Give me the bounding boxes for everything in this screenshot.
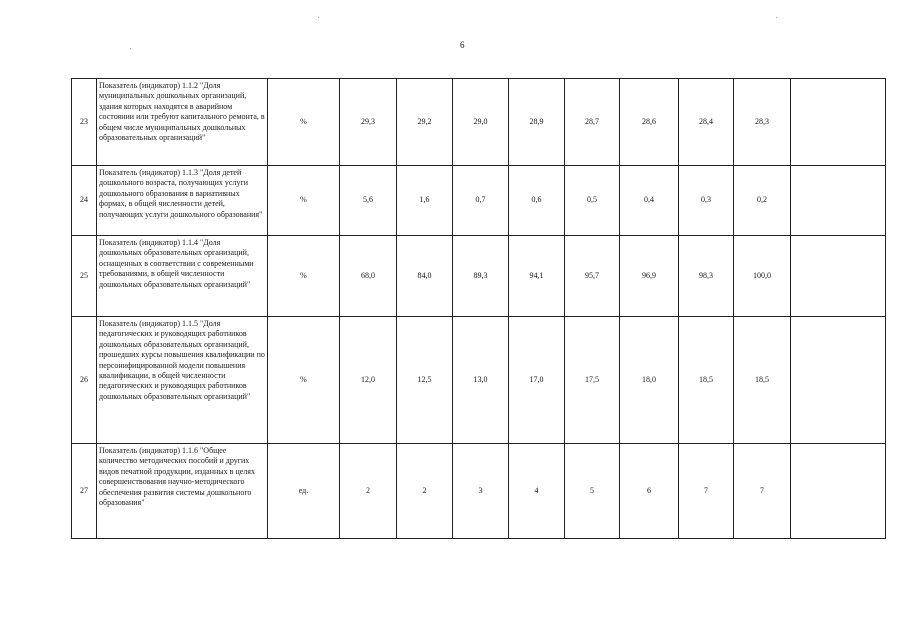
value-cell: 7 <box>679 444 734 539</box>
table-row <box>72 317 886 444</box>
indicator-label: Показатель (индикатор) 1.1.6 "Общее количество методических пособий и других видов печатной продукции, изданных в целях совершенствования научно-методического обеспечения развития системы дошкольного образования" <box>97 444 268 539</box>
value-cell: 29,3 <box>340 79 397 166</box>
value-cell: 12,0 <box>340 317 397 444</box>
value-cell: 7 <box>734 444 791 539</box>
indicator-label: Показатель (индикатор) 1.1.5 "Доля педагогических и руководящих работников дошкольных образовательных организаций, прошедших курсы повышения квалификации по персонифицированной модели повышения квалификации, в общей численности педагогических и руководящих работников дошкольных образовательных организаций" <box>97 317 268 444</box>
value-cell: 13,0 <box>453 317 509 444</box>
value-cell: 28,9 <box>509 79 565 166</box>
note-cell <box>791 236 886 317</box>
scan-speck <box>130 48 131 49</box>
value-cell: 5,6 <box>340 166 397 236</box>
indicator-label: Показатель (индикатор) 1.1.2 "Доля муниципальных дошкольных организаций, здания которых находятся в аварийном состоянии или требуют капитального ремонта, в общем числе муниципальных дошкольных образовательных организаций" <box>97 79 268 166</box>
value-cell: 94,1 <box>509 236 565 317</box>
indicator-label: Показатель (индикатор) 1.1.3 "Доля детей дошкольного возраста, получающих услуги дошкольного образования в вариативных формах, в общей численности детей, получающих услуги дошкольного образования" <box>97 166 268 236</box>
note-cell <box>791 317 886 444</box>
table-row <box>72 79 886 166</box>
value-cell: 28,7 <box>565 79 620 166</box>
value-cell: 0,4 <box>620 166 679 236</box>
value-cell: 100,0 <box>734 236 791 317</box>
value-cell: 29,2 <box>397 79 453 166</box>
value-cell: 18,5 <box>734 317 791 444</box>
value-cell: 2 <box>397 444 453 539</box>
value-cell: 2 <box>340 444 397 539</box>
row-number: 23 <box>72 79 97 166</box>
value-cell: 29,0 <box>453 79 509 166</box>
value-cell: 0,5 <box>565 166 620 236</box>
value-cell: 98,3 <box>679 236 734 317</box>
value-cell: 0,3 <box>679 166 734 236</box>
value-cell: 6 <box>620 444 679 539</box>
unit-cell: % <box>268 79 340 166</box>
value-cell: 28,6 <box>620 79 679 166</box>
row-number: 24 <box>72 166 97 236</box>
value-cell: 17,5 <box>565 317 620 444</box>
unit-cell: % <box>268 236 340 317</box>
value-cell: 95,7 <box>565 236 620 317</box>
row-number: 25 <box>72 236 97 317</box>
table-row <box>72 236 886 317</box>
page-number: 6 <box>460 40 465 50</box>
value-cell: 0,2 <box>734 166 791 236</box>
indicator-label: Показатель (индикатор) 1.1.4 "Доля дошкольных образовательных организаций, оснащенных в соответствии с современными требованиями, в общей численности дошкольных образовательных организаций" <box>97 236 268 317</box>
row-number: 27 <box>72 444 97 539</box>
value-cell: 12,5 <box>397 317 453 444</box>
note-cell <box>791 444 886 539</box>
value-cell: 84,0 <box>397 236 453 317</box>
unit-cell: % <box>268 166 340 236</box>
value-cell: 18,5 <box>679 317 734 444</box>
value-cell: 89,3 <box>453 236 509 317</box>
note-cell <box>791 166 886 236</box>
unit-cell: ед. <box>268 444 340 539</box>
value-cell: 0,7 <box>453 166 509 236</box>
indicators-table <box>71 78 886 539</box>
value-cell: 28,4 <box>679 79 734 166</box>
scan-speck <box>776 17 777 18</box>
value-cell: 17,0 <box>509 317 565 444</box>
value-cell: 1,6 <box>397 166 453 236</box>
row-number: 26 <box>72 317 97 444</box>
value-cell: 28,3 <box>734 79 791 166</box>
value-cell: 68,0 <box>340 236 397 317</box>
value-cell: 3 <box>453 444 509 539</box>
value-cell: 0,6 <box>509 166 565 236</box>
table-row <box>72 166 886 236</box>
note-cell <box>791 79 886 166</box>
value-cell: 4 <box>509 444 565 539</box>
table-row <box>72 444 886 539</box>
scan-speck <box>318 17 319 18</box>
value-cell: 96,9 <box>620 236 679 317</box>
value-cell: 5 <box>565 444 620 539</box>
value-cell: 18,0 <box>620 317 679 444</box>
unit-cell: % <box>268 317 340 444</box>
